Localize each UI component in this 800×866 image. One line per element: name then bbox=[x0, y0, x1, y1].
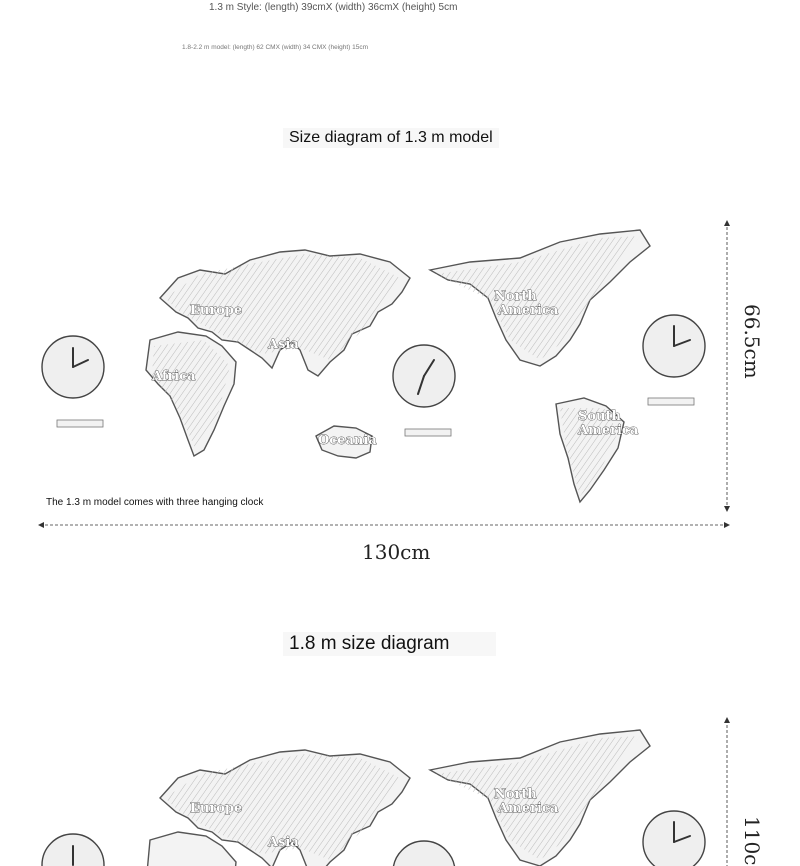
width-dimension-label: 130cm bbox=[362, 540, 431, 564]
section1-title: Size diagram of 1.3 m model bbox=[283, 128, 499, 148]
clock-icon bbox=[42, 336, 104, 427]
clock-icon bbox=[42, 834, 104, 866]
clock-icon bbox=[393, 841, 455, 866]
label-africa: Africa bbox=[152, 369, 196, 384]
label-north-america-1: North bbox=[494, 787, 537, 802]
label-europe: Europe bbox=[190, 801, 243, 816]
clock-icon bbox=[643, 811, 705, 866]
world-map-diagram-2 bbox=[0, 700, 800, 866]
label-asia: Asia bbox=[268, 337, 299, 352]
world-map-diagram-1 bbox=[0, 200, 800, 540]
label-south-america-1: South bbox=[578, 409, 621, 424]
clock-icon bbox=[643, 315, 705, 405]
clock-icon bbox=[393, 345, 455, 436]
section2-title: 1.8 m size diagram bbox=[283, 632, 496, 656]
label-asia: Asia bbox=[268, 835, 299, 850]
continents-2 bbox=[146, 730, 650, 866]
height-dimension-label-2: 110c bbox=[740, 816, 764, 866]
height-dimension-label: 66.5cm bbox=[740, 304, 764, 379]
section1-caption: The 1.3 m model comes with three hanging clock bbox=[46, 497, 264, 508]
dimension-lines-2 bbox=[724, 717, 730, 866]
label-north-america-2: America bbox=[498, 801, 559, 816]
label-europe: Europe bbox=[190, 303, 243, 318]
label-south-america-2: America bbox=[578, 423, 639, 438]
spec-1-3m: 1.3 m Style: (length) 39cmX (width) 36cmX (height) 5cm bbox=[209, 2, 458, 13]
spec-1-8m: 1.8-2.2 m model: (length) 62 CMX (width) 34 CMX (height) 15cm bbox=[182, 44, 369, 51]
label-north-america-2: America bbox=[498, 303, 559, 318]
label-oceania: Oceania bbox=[318, 433, 377, 448]
label-north-america-1: North bbox=[494, 289, 537, 304]
